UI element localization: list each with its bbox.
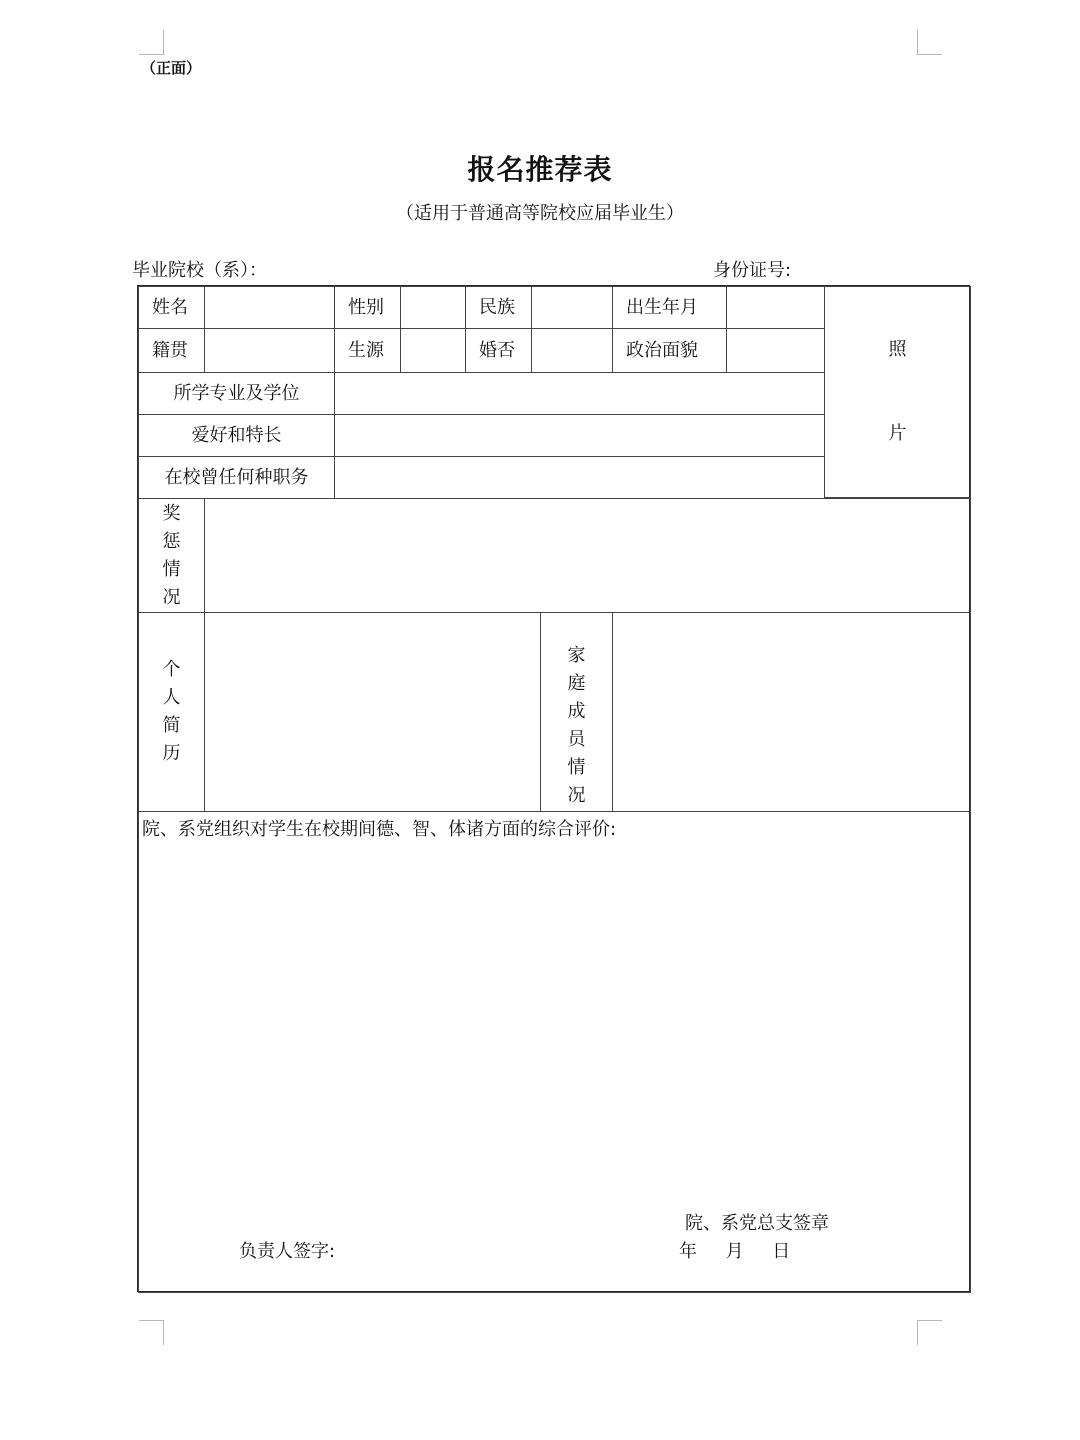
position-label-cell	[138, 456, 335, 499]
awards-label: 奖惩情况	[162, 502, 181, 608]
resume-field[interactable]	[204, 612, 541, 812]
id-number-label: 身份证号:	[713, 260, 792, 281]
origin-label-cell	[334, 328, 401, 373]
registration-form	[137, 285, 970, 1292]
gender-label-cell	[334, 286, 401, 329]
crop-mark-bottom-left	[139, 1320, 164, 1345]
ethnicity-label-cell	[465, 286, 532, 329]
photo-box[interactable]	[824, 286, 971, 498]
position-label: 在校曾任何种职务	[164, 466, 309, 488]
awards-field[interactable]	[204, 498, 971, 613]
marital-field[interactable]	[531, 328, 613, 373]
name-label-cell	[138, 286, 205, 329]
major-degree-field[interactable]	[334, 372, 825, 415]
native-label-cell	[138, 328, 205, 373]
crop-mark-top-right	[917, 30, 942, 55]
birth-label: 出生年月	[626, 296, 698, 318]
name-label: 姓名	[152, 296, 188, 318]
political-status-label: 政治面貌	[626, 339, 698, 361]
photo-label-top: 照	[888, 339, 907, 360]
evaluation-section[interactable]	[138, 811, 971, 1293]
birth-field[interactable]	[726, 286, 825, 329]
native-place-label: 籍贯	[152, 339, 188, 361]
page-subtitle: （适用于普通高等院校应届毕业生）	[396, 203, 684, 224]
marital-label-cell	[465, 328, 532, 373]
hobby-field[interactable]	[334, 414, 825, 457]
birth-label-cell	[612, 286, 727, 329]
evaluation-label: 院、系党组织对学生在校期间德、智、体诸方面的综合评价:	[142, 819, 617, 840]
political-status-field[interactable]	[726, 328, 825, 373]
origin-field[interactable]	[400, 328, 466, 373]
major-label-cell	[138, 372, 335, 415]
gender-field[interactable]	[400, 286, 466, 329]
hobby-label-cell	[138, 414, 335, 457]
page-title: 报名推荐表	[467, 153, 613, 186]
hobby-label: 爱好和特长	[191, 424, 282, 446]
major-degree-label: 所学专业及学位	[173, 382, 300, 404]
resume-label: 个人简历	[162, 659, 181, 764]
native-place-field[interactable]	[204, 328, 335, 373]
family-label-cell	[540, 612, 613, 812]
position-field[interactable]	[334, 456, 825, 499]
gender-label: 性别	[348, 296, 384, 318]
awards-label-cell	[138, 498, 205, 613]
resume-label-cell	[138, 612, 205, 812]
name-field[interactable]	[204, 286, 335, 329]
date-label: 年 月 日	[679, 1241, 791, 1262]
photo-label-bottom: 片	[888, 423, 907, 444]
ethnicity-field[interactable]	[531, 286, 613, 329]
family-label: 家庭成员情况	[567, 645, 586, 806]
ethnicity-label: 民族	[479, 296, 515, 318]
seal-label: 院、系党总支签章	[685, 1213, 829, 1234]
page-side-tag: （正面）	[141, 59, 202, 77]
school-label: 毕业院校（系）：	[132, 260, 267, 281]
marital-label: 婚否	[479, 339, 515, 361]
signature-label: 负责人签字:	[239, 1241, 336, 1262]
origin-label: 生源	[348, 339, 384, 361]
crop-mark-bottom-right	[917, 1320, 942, 1345]
family-field[interactable]	[612, 612, 971, 812]
political-label-cell	[612, 328, 727, 373]
crop-mark-top-left	[139, 30, 164, 55]
